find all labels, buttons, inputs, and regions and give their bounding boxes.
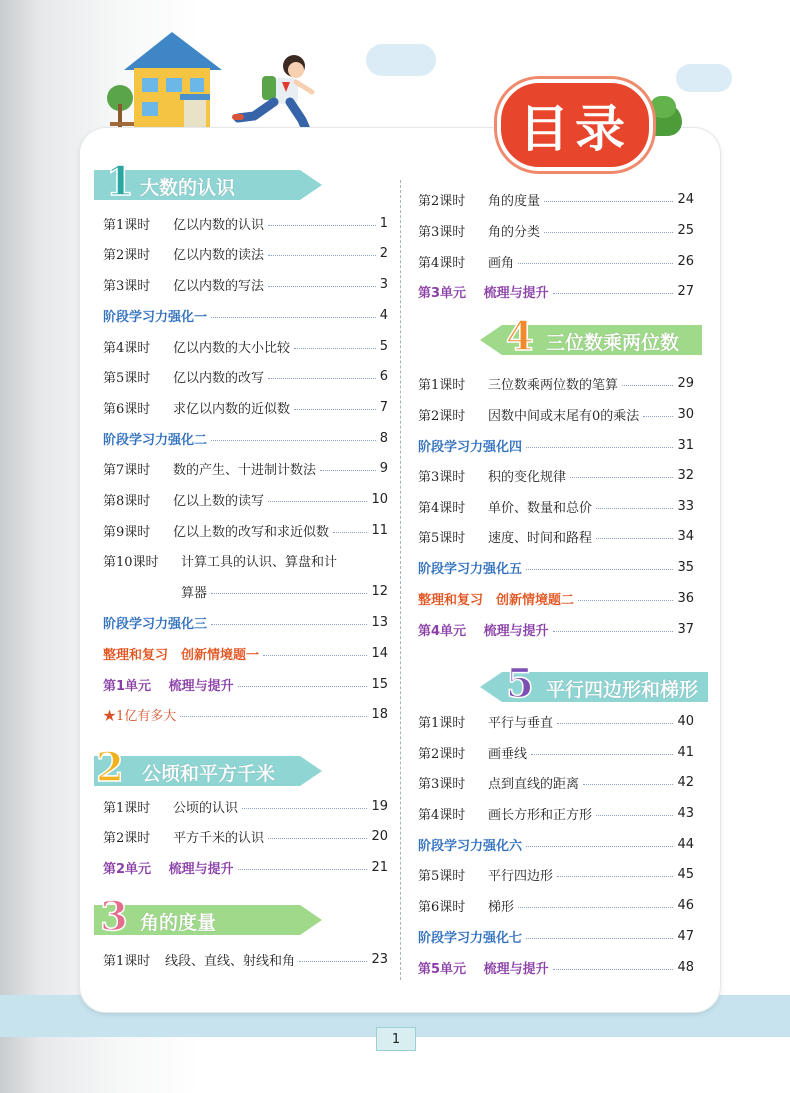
unit-title: 角的度量 xyxy=(140,912,217,934)
entry-title: 第3单元 梳理与提升 xyxy=(418,285,549,301)
page-number: 18 xyxy=(371,706,388,722)
toc-entry[interactable] xyxy=(418,220,694,240)
lesson-label: 第4课时 xyxy=(418,500,466,516)
leader-dots xyxy=(294,409,376,410)
lesson-label: 第5课时 xyxy=(418,868,466,884)
unit-1-banner xyxy=(74,158,322,205)
leader-dots xyxy=(268,225,376,226)
entry-title: 亿以上数的改写和求近似数 xyxy=(173,524,330,540)
unit-4-banner xyxy=(480,313,722,360)
toc-entry[interactable] xyxy=(418,435,694,455)
leader-dots xyxy=(263,655,367,656)
page-number: 32 xyxy=(677,467,694,483)
lesson-label: 第2课时 xyxy=(418,746,466,762)
toc-entry[interactable] xyxy=(418,803,694,823)
entry-title: 线段、直线、射线和角 xyxy=(165,953,296,969)
page-number: 6 xyxy=(379,368,388,384)
page-number: 33 xyxy=(677,498,694,514)
page-number: 5 xyxy=(379,338,388,354)
page-number: 3 xyxy=(379,276,388,292)
lesson-label: 第10课时 xyxy=(103,554,159,570)
toc-entry[interactable] xyxy=(418,251,694,271)
entry-title: 阶段学习力强化六 xyxy=(418,838,523,854)
leader-dots xyxy=(643,416,673,417)
page-number: 24 xyxy=(677,191,694,207)
page-number: 21 xyxy=(371,859,388,875)
page-number-label: 1 xyxy=(391,1031,401,1047)
unit-number: 1 xyxy=(106,158,134,205)
entry-title: 求亿以内数的近似数 xyxy=(173,401,291,417)
leader-dots xyxy=(180,716,367,717)
unit-5-banner xyxy=(480,660,728,707)
page-title: 目录 xyxy=(519,100,631,158)
page-number: 44 xyxy=(677,836,694,852)
page-number: 2 xyxy=(379,245,388,261)
toc-entry[interactable] xyxy=(418,834,694,854)
leader-dots xyxy=(596,815,673,816)
leader-dots xyxy=(553,969,674,970)
entry-title: 阶段学习力强化二 xyxy=(103,432,208,448)
leader-dots xyxy=(583,784,673,785)
leader-dots xyxy=(238,686,368,687)
entry-title: 亿以内数的写法 xyxy=(173,278,265,294)
leader-dots xyxy=(211,317,376,318)
leader-dots xyxy=(518,907,673,908)
lesson-label: 第6课时 xyxy=(418,899,466,915)
toc-entry[interactable] xyxy=(418,496,694,516)
entry-title: 阶段学习力强化三 xyxy=(103,616,208,632)
lesson-label: 第3课时 xyxy=(418,224,466,240)
entry-title: 平方千米的认识 xyxy=(173,830,265,846)
page-number: 40 xyxy=(677,713,694,729)
toc-entry[interactable] xyxy=(418,619,694,639)
entry-title: 整理和复习 创新情境题一 xyxy=(103,647,260,663)
title-badge xyxy=(497,79,653,171)
lesson-label: 第5课时 xyxy=(103,370,151,386)
entry-title: 第4单元 梳理与提升 xyxy=(418,623,549,639)
lesson-label: 第5课时 xyxy=(418,530,466,546)
leader-dots xyxy=(557,876,673,877)
unit-title: 公顷和平方千米 xyxy=(142,763,276,785)
page-number: 37 xyxy=(677,621,694,637)
page-number: 46 xyxy=(677,897,694,913)
entry-title: 公顷的认识 xyxy=(173,800,239,816)
page-number: 36 xyxy=(677,590,694,606)
toc-entry[interactable] xyxy=(103,949,388,969)
lesson-label: 第2课时 xyxy=(418,193,466,209)
unit-number: 2 xyxy=(96,744,124,791)
page-number: 25 xyxy=(677,222,694,238)
toc-entry[interactable] xyxy=(103,336,388,356)
page-number-box xyxy=(376,1027,416,1051)
leader-dots xyxy=(544,201,673,202)
entry-title: 平行与垂直 xyxy=(488,715,554,731)
entry-title: 画垂线 xyxy=(488,746,528,762)
leader-dots xyxy=(299,961,367,962)
toc-entry[interactable] xyxy=(418,742,694,762)
leader-dots xyxy=(268,838,367,839)
page-number: 15 xyxy=(371,676,388,692)
toc-entry[interactable] xyxy=(418,957,694,977)
entry-title: 积的变化规律 xyxy=(488,469,567,485)
leader-dots xyxy=(531,754,673,755)
page-number: 9 xyxy=(379,460,388,476)
toc-entry[interactable] xyxy=(103,643,388,663)
entry-title: 阶段学习力强化七 xyxy=(418,930,523,946)
page-number: 8 xyxy=(379,430,388,446)
toc-entry[interactable] xyxy=(103,366,388,386)
leader-dots xyxy=(526,938,673,939)
page-number: 19 xyxy=(371,798,388,814)
page-number: 27 xyxy=(677,283,694,299)
toc-entry[interactable] xyxy=(103,489,388,509)
leader-dots xyxy=(268,286,376,287)
toc-entry[interactable] xyxy=(103,274,388,294)
lesson-label: 第4课时 xyxy=(103,340,151,356)
page-number: 47 xyxy=(677,928,694,944)
toc-entry[interactable] xyxy=(418,404,694,424)
toc-entry[interactable] xyxy=(418,281,694,301)
entry-title: 平行四边形 xyxy=(488,868,554,884)
page-number: 11 xyxy=(371,522,388,538)
entry-title: 点到直线的距离 xyxy=(488,776,580,792)
toc-entry[interactable] xyxy=(418,711,694,731)
entry-title: 整理和复习 创新情境题二 xyxy=(418,592,575,608)
lesson-label: 第3课时 xyxy=(103,278,151,294)
page-number: 23 xyxy=(371,951,388,967)
leader-dots xyxy=(596,508,673,509)
toc-entry[interactable] xyxy=(103,520,388,540)
toc-entry-continued[interactable] xyxy=(181,581,388,601)
entry-title: 算器 xyxy=(181,585,208,601)
entry-title: 因数中间或末尾有0的乘法 xyxy=(488,408,640,424)
page-number: 45 xyxy=(677,866,694,882)
leader-dots xyxy=(242,808,367,809)
entry-title: 亿以内数的改写 xyxy=(173,370,265,386)
toc-entry[interactable] xyxy=(103,796,388,816)
page-number: 43 xyxy=(677,805,694,821)
entry-title: 第5单元 梳理与提升 xyxy=(418,961,549,977)
leader-dots xyxy=(578,600,673,601)
entry-title: 单价、数量和总价 xyxy=(488,500,593,516)
lesson-label: 第4课时 xyxy=(418,255,466,271)
page-number: 26 xyxy=(677,253,694,269)
toc-entry[interactable] xyxy=(418,526,694,546)
toc-entry[interactable] xyxy=(418,926,694,946)
bush-illustration xyxy=(650,96,676,118)
lesson-label: 第2课时 xyxy=(103,247,151,263)
toc-entry[interactable] xyxy=(103,428,388,448)
toc-entry[interactable] xyxy=(103,305,388,325)
entry-title: 阶段学习力强化五 xyxy=(418,561,523,577)
entry-title: 第2单元 梳理与提升 xyxy=(103,861,234,877)
leader-dots xyxy=(553,293,674,294)
lesson-label: 第4课时 xyxy=(418,807,466,823)
page-number: 29 xyxy=(677,375,694,391)
toc-entry[interactable] xyxy=(103,243,388,263)
toc-entry[interactable] xyxy=(103,397,388,417)
leader-dots xyxy=(570,477,673,478)
entry-title: 亿以上数的读写 xyxy=(173,493,265,509)
lesson-label: 第6课时 xyxy=(103,401,151,417)
toc-entry[interactable] xyxy=(418,772,694,792)
page-number: 42 xyxy=(677,774,694,790)
unit-title: 平行四边形和梯形 xyxy=(546,679,699,701)
toc-entry[interactable] xyxy=(418,465,694,485)
toc-entry[interactable] xyxy=(418,373,694,393)
toc-entry[interactable] xyxy=(418,864,694,884)
entry-title: 梯形 xyxy=(488,899,515,915)
entry-title: 画角 xyxy=(488,255,515,271)
page-number: 31 xyxy=(677,437,694,453)
leader-dots xyxy=(294,348,376,349)
leader-dots xyxy=(596,538,673,539)
lesson-label: 第1课时 xyxy=(418,377,466,393)
leader-dots xyxy=(622,385,673,386)
page-number: 7 xyxy=(379,399,388,415)
unit-2-banner xyxy=(74,744,322,791)
entry-title: 画长方形和正方形 xyxy=(488,807,593,823)
page-number: 41 xyxy=(677,744,694,760)
page-number: 12 xyxy=(371,583,388,599)
leader-dots xyxy=(320,470,376,471)
leader-dots xyxy=(518,263,673,264)
unit-title: 大数的认识 xyxy=(140,177,236,199)
entry-title: 角的度量 xyxy=(488,193,541,209)
leader-dots xyxy=(268,255,376,256)
toc-entry[interactable] xyxy=(103,550,388,570)
entry-title: 计算工具的认识、算盘和计 xyxy=(181,554,338,570)
toc-entry[interactable] xyxy=(418,895,694,915)
page-number: 4 xyxy=(379,307,388,323)
unit-number: 4 xyxy=(506,313,534,360)
lesson-label: 第7课时 xyxy=(103,462,151,478)
page-number: 20 xyxy=(371,828,388,844)
entry-title: 亿以内数的大小比较 xyxy=(173,340,291,356)
lesson-label: 第2课时 xyxy=(103,830,151,846)
page-number: 30 xyxy=(677,406,694,422)
leader-dots xyxy=(544,232,673,233)
page-number: 35 xyxy=(677,559,694,575)
leader-dots xyxy=(557,723,673,724)
entry-title: 角的分类 xyxy=(488,224,541,240)
leader-dots xyxy=(238,869,368,870)
page-number: 14 xyxy=(371,645,388,661)
leader-dots xyxy=(553,631,674,632)
toc-entry[interactable] xyxy=(103,826,388,846)
unit-number: 5 xyxy=(506,660,534,707)
column-divider xyxy=(400,180,401,980)
page-number: 10 xyxy=(371,491,388,507)
toc-entry[interactable] xyxy=(103,674,388,694)
leader-dots xyxy=(211,440,376,441)
toc-entry[interactable] xyxy=(418,588,694,608)
unit-number: 3 xyxy=(100,893,128,940)
unit-3-banner xyxy=(74,893,322,940)
toc-entry[interactable] xyxy=(103,857,388,877)
entry-title: 速度、时间和路程 xyxy=(488,530,593,546)
toc-entry[interactable] xyxy=(418,557,694,577)
toc-entry[interactable] xyxy=(103,612,388,632)
leader-dots xyxy=(526,447,673,448)
lesson-label: 第1课时 xyxy=(103,800,151,816)
entry-title: 三位数乘两位数的笔算 xyxy=(488,377,619,393)
toc-entry[interactable] xyxy=(103,704,388,724)
lesson-label: 第1课时 xyxy=(103,217,151,233)
entry-title: ★1亿有多大 xyxy=(103,708,177,724)
lesson-label: 第3课时 xyxy=(418,776,466,792)
page-number: 48 xyxy=(677,959,694,975)
leader-dots xyxy=(268,501,367,502)
page-number: 13 xyxy=(371,614,388,630)
entry-title: 数的产生、十进制计数法 xyxy=(173,462,317,478)
toc-entry[interactable] xyxy=(418,189,694,209)
lesson-label: 第9课时 xyxy=(103,524,151,540)
toc-entry[interactable] xyxy=(103,213,388,233)
leader-dots xyxy=(526,569,673,570)
unit-title: 三位数乘两位数 xyxy=(546,332,680,354)
toc-entry[interactable] xyxy=(103,458,388,478)
cloud-illustration xyxy=(676,64,732,92)
lesson-label: 第3课时 xyxy=(418,469,466,485)
leader-dots xyxy=(211,624,367,625)
leader-dots xyxy=(333,532,367,533)
entry-title: 亿以内数的认识 xyxy=(173,217,265,233)
lesson-label: 第8课时 xyxy=(103,493,151,509)
entry-title: 第1单元 梳理与提升 xyxy=(103,678,234,694)
lesson-label: 第1课时 xyxy=(103,953,151,969)
lesson-label: 第1课时 xyxy=(418,715,466,731)
leader-dots xyxy=(268,378,376,379)
page-number: 34 xyxy=(677,528,694,544)
page-number: 1 xyxy=(379,215,388,231)
entry-title: 阶段学习力强化四 xyxy=(418,439,523,455)
lesson-label: 第2课时 xyxy=(418,408,466,424)
house-illustration xyxy=(104,28,234,132)
entry-title: 亿以内数的读法 xyxy=(173,247,265,263)
cloud-illustration xyxy=(366,44,436,76)
entry-title: 阶段学习力强化一 xyxy=(103,309,208,325)
leader-dots xyxy=(526,846,673,847)
leader-dots xyxy=(211,593,367,594)
